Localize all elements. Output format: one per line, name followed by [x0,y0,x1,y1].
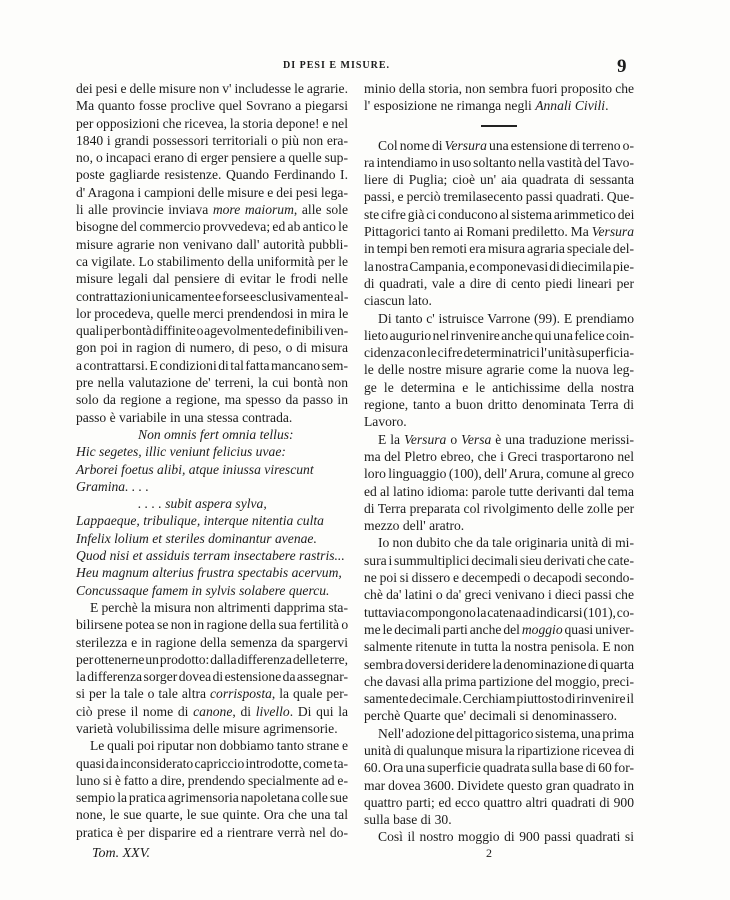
left-text-column [76,80,348,841]
text-line: 1840 i grandi possessori territoriali o più non era- [76,132,348,148]
text-line: ra intendiamo in uso soltanto nella vastità del Tavo- [364,154,634,170]
text-line: ed al latino idioma: parole tutte derivanti dal tema [364,483,634,499]
text-line: pratica è per disparire ed a rientrare verrà nel do- [76,824,348,840]
text-line: dei pesi e delle misure non v' includesse le agrarie. [76,81,348,96]
text-line: Lavoro. [364,414,407,430]
paragraph [364,828,634,845]
text-line: che davasi alla prima partizione del moggio, preci- [364,673,634,689]
italic-term: corrisposta [209,686,272,702]
text-line: Non omnis fert omnia tellus: [138,426,294,442]
text-line: contrattazioni unicamente e forse esclusivamente al- [76,288,349,304]
text-line: Nell' adozione del pittagorico sistema, una prima [378,725,634,741]
text-line: samente decimale. Cerchiam piuttosto di rinvenire il [364,691,635,707]
text-line: solo da regione a regione, ma spesso da passo in [76,392,348,408]
printer-signature-mark: 2 [486,846,492,860]
text-line: Gramina. . . . [76,478,149,494]
text-line: in tempi ben remoti era misura agraria speciale del- [364,241,635,257]
italic-term: Versa [461,431,492,447]
text-line: unità di qualunque misura la ripartizione ricevea di [364,742,635,758]
text-line: Ma quanto fosse proclive quel Sovrano a piegarsi [76,98,348,114]
text-line: salmente ritenute in tutta la nostra penisola. E non [364,639,635,655]
italic-term: canone [193,703,233,719]
text-line: sulla base di 30. [364,812,452,828]
italic-term: livello [255,703,290,719]
text-line: sembra doversi deridere la denominazione di quarta [364,656,634,672]
text-line: sempio la pratica agrimensoria napoletana colle sue [76,790,348,806]
text-line: me le decimali parti anche del moggio quasi univer- [364,621,635,637]
section-divider [481,125,517,127]
text-line: varietà volubilissima delle misure agrimensorie. [76,720,338,736]
running-head: DI PESI E MISURE. [283,60,391,71]
text-line: no, o incapaci erano di erger pensiere a quelle sup- [76,150,348,166]
paragraph [76,737,348,841]
text-line: ca vigilate. Lo stabilimento della uniformità per le [76,253,348,269]
text-line: lieto augurio nel rinvenire anche qui una felice coin- [364,327,634,343]
text-line: tuttavia compongono la catena ad indicarsi (101), co- [364,604,634,620]
text-line: ma del Pletro ebreo, che i Greci trasportarono nel [364,448,634,464]
text-line: Arborei foetus alibi, atque iniussa virescunt [76,461,314,477]
text-line: E perchè la misura non altrimenti dapprima sta- [90,599,348,615]
italic-term: Versura [404,431,447,447]
text-line: per ottenerne un prodotto: dalla differenza delle terre, [76,651,348,667]
paragraph [364,80,634,115]
text-line: Concussaque famem in sylvis solabere quercu. [76,582,330,598]
text-line: Così il nostro moggio di 900 passi quadrati si [378,829,634,845]
text-line: misure agrarie non venivano dall' autorità pubbli- [76,236,348,252]
text-line: bilirsene potea se non in ragione della sua fertilità o [76,617,349,633]
right-text-column [364,80,634,846]
text-line: ciò prese il nome di canone, di livello. Di qui la [76,703,348,719]
text-line: mezzo dell' aratro. [364,518,465,534]
text-line: sura i summultiplici decimali sieu derivati che cate- [364,552,634,568]
italic-term: more maiorum [212,202,294,218]
text-line: quattro parti; ed ecco quattro altri quadrati di 900 [364,794,634,810]
text-line: Lappaeque, tribulique, interque nitentia culta [76,513,324,529]
text-line: poste gagliarde resistenze. Quando Ferdinando I. [76,167,348,183]
text-line: luno si è fatto a dire, prendendo specialmente ad e- [76,772,348,788]
volume-footer: Tom. XXV. [92,846,150,861]
text-line: d' Aragona i campioni delle misure e dei pesi lega- [76,184,348,200]
text-line: mar dovea 3600. Dividete questo gran quadrato in [364,777,634,793]
paragraph [364,431,634,535]
text-line: li alle provincie inviava more maiorum, alle sole [76,202,348,218]
text-line: Col nome di Versura una estensione di terreno o- [378,137,634,153]
text-line: Heu magnum alterius frustra spectabis acervum, [76,565,342,581]
text-line: la nostra Campania, e componevasi di diecimila pie- [364,258,634,274]
paragraph [76,80,348,426]
text-line: passo è variabile in una stessa contrada. [76,409,293,425]
italic-term: Versura [591,224,634,240]
text-line: chè da' latini o da' greci venivano i dieci passi che [364,587,634,603]
text-line: Quod nisi et assiduis terram insectabere rastris... [76,548,345,564]
text-line: di quadrati, vale a dire di cento piedi lineari per [364,275,634,291]
paragraph [364,534,634,724]
text-line: Infelix lolium et steriles dominantur avenae. [76,530,317,546]
text-line: lor procedeva, quelle merci prendendosi in mira le [76,305,349,321]
text-line: liere di Puglia; cioè un' aia quadrata di sessanta [364,172,634,188]
italic-term: Annali Civili [535,98,606,114]
verse-quotation [76,426,348,599]
text-line: 60. Ora una superficie quadrata sulla base di 60 for- [364,760,634,776]
text-line: minio della storia, non sembra fuori proposito che [364,81,635,96]
text-line: si per la tale o tale altra corrisposta, la quale per- [76,686,348,702]
text-line: le delle nostre misure agrarie come la nuova leg- [364,362,634,378]
text-line: E la Versura o Versa è una traduzione merissi- [378,431,635,447]
text-line: regione, tanto a buon dritto denominata Terra di [364,397,634,413]
paragraph [364,725,634,829]
text-line: ciascun lato. [364,293,432,309]
text-line: l' esposizione ne rimanga negli Annali Civili. [364,98,609,114]
text-line: Hic segetes, illic veniunt felicius uvae: [76,444,286,460]
text-line: cidenza con le cifre determinatrici l' unità superficia- [364,345,634,361]
text-line: gon poi in ragion di numero, di peso, o di misura [76,340,348,356]
text-line: none, le sue quarte, le sue quinte. Ora che una tal [76,807,348,823]
text-line: bisogne del commercio provvedeva; ed ab antico le [76,219,348,235]
paragraph [364,137,634,310]
text-line: di Terra preparata col rivolgimento delle zolle per [364,500,635,516]
italic-term: moggio [521,621,563,637]
text-line: ne poi si dissero e decempedi o decapodi secondo- [364,570,634,586]
text-line: . . . . subit aspera sylva, [138,496,267,512]
text-line: quali per bontà diffinite o agevolmente definibili ven- [76,323,349,339]
text-line: passi, e perciò tremilasecento passi quadrati. Que- [364,189,634,205]
text-line: Di tanto c' istruisce Varrone (99). E prendiamo [378,310,634,326]
page-number: 9 [617,56,627,77]
text-line: Pittagorici tanto ai Romani prediletto. Ma Versura [364,224,634,240]
text-line: Le quali poi riputar non dobbiamo tanto strane e [90,738,348,754]
text-line: sterilezza e in ragione della semenza da spargervi [76,634,348,650]
text-line: loro linguaggio (100), dell' Arura, comune al greco [364,466,634,482]
text-line: ge le determina e le antichissime della nostra [364,379,634,395]
italic-term: Versura [444,137,487,153]
paragraph [76,599,348,737]
text-line: ste cifre già ci conducono al sistema arimmetico dei [364,206,635,222]
text-line: la differenza sorger dovea di estensione da assegnar- [76,669,348,685]
paragraph [364,310,634,431]
text-line: quasi da inconsiderato capriccio introdotte, come ta- [76,755,348,771]
text-line: pre nella valutazione de' terreni, la cui bontà non [76,375,348,391]
text-line: misure legali dal pensiere di evitar le frodi nelle [76,271,348,287]
text-line: Io non dubito che da tale originaria unità di mi- [378,535,634,551]
text-line: per opposizioni che ricevea, la storia depone! e nel [76,115,348,131]
text-line: perchè Quarte que' decimali si denominassero. [364,708,618,724]
text-line: a contrattarsi. E condizioni di tal fatta mancano sem- [76,357,348,373]
